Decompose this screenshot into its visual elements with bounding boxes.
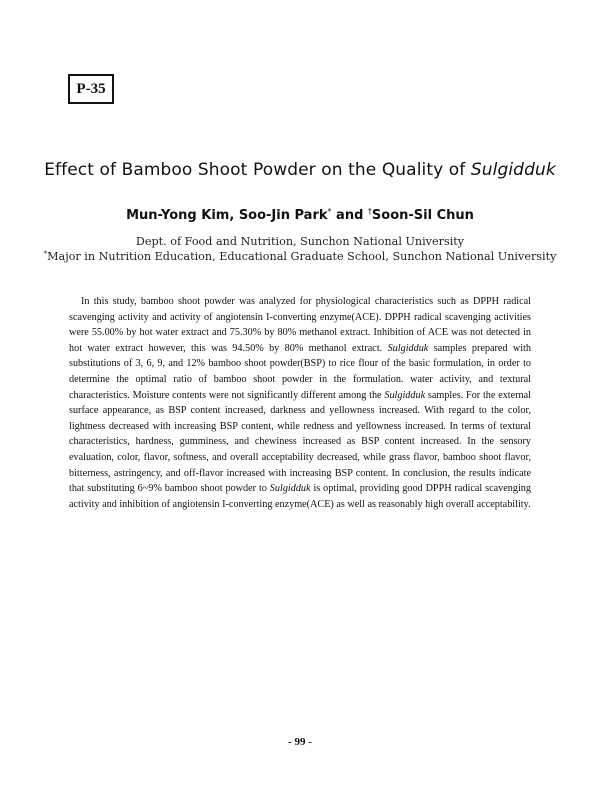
page-number: - 99 -	[288, 736, 312, 748]
abstract-body	[69, 294, 531, 512]
affiliation-2	[0, 250, 600, 263]
affiliation-2-mark: *	[43, 250, 48, 258]
affiliation-1	[0, 235, 600, 248]
author-3-mark: †	[367, 207, 372, 216]
abstract-part-1: In this study, bamboo shoot powder was analyzed for physiological characteristics such as DPPH radical scavenging activity and activity of angiotensin I-converting enzyme(ACE). DPPH radical scavenging activities were 55.00% by hot water extract and 75.30% by 80% methanol extract. Inhibition of ACE was not detected in hot water extract however, this was 94.50% by 80% methanol extract.	[69, 296, 531, 354]
poster-id-box	[68, 74, 114, 104]
abstract-part-3: samples. For the external surface appearance, as BSP content increased, darkness and yellowness increased. With regard to the color, lightness decreased with increasing BSP content, while redness and yellowness increased. In terms of textural characteristics, hardness, gumminess, and chewiness increased as BSP content increased. In the sensory evaluation, color, flavor, softness, and overall acceptability decreased, while grass flavor, bamboo shoot flavor, bitterness, astringency, and off-flavor increased with increasing BSP content. In conclusion, the results indicate that substituting 6~9% bamboo shoot powder to	[69, 389, 531, 495]
author-3: Soon-Sil Chun	[371, 208, 474, 223]
affiliation-1-text: Dept. of Food and Nutrition, Sunchon National University	[135, 235, 465, 248]
poster-id: P-35	[76, 80, 106, 97]
paper-title	[0, 160, 600, 180]
author-1: Mun-Yong Kim,	[126, 208, 239, 223]
abstract-part-2: samples prepared with substitutions of 3, 6, 9, and 12% bamboo shoot powder(BSP) to rice flour of the basic formulation, in order to determine the optimal ratio of bamboo shoot powder in the formulation. water activity, and textural characteristics. Moisture contents were not significantly different among the	[69, 342, 531, 401]
author-and: and	[331, 208, 368, 223]
abstract-italic-2: Sulgidduk	[384, 389, 426, 401]
abstract-italic-3: Sulgidduk	[269, 483, 311, 495]
affiliation-2-text: Major in Nutrition Education, Educational Graduate School, Sunchon National University	[47, 250, 557, 263]
title-italic: Sulgidduk	[470, 160, 556, 180]
author-2-mark: *	[327, 207, 332, 216]
title-main: Effect of Bamboo Shoot Powder on the Quality of	[44, 160, 471, 180]
author-2: Soo-Jin Park	[238, 208, 328, 223]
author-list	[0, 207, 600, 223]
abstract-part-4: is optimal, providing good DPPH radical scavenging activity and inhibition of angiotensin I-converting enzyme(ACE) as well as reasonably high overall acceptability.	[69, 483, 531, 510]
abstract-italic-1: Sulgidduk	[387, 342, 429, 354]
